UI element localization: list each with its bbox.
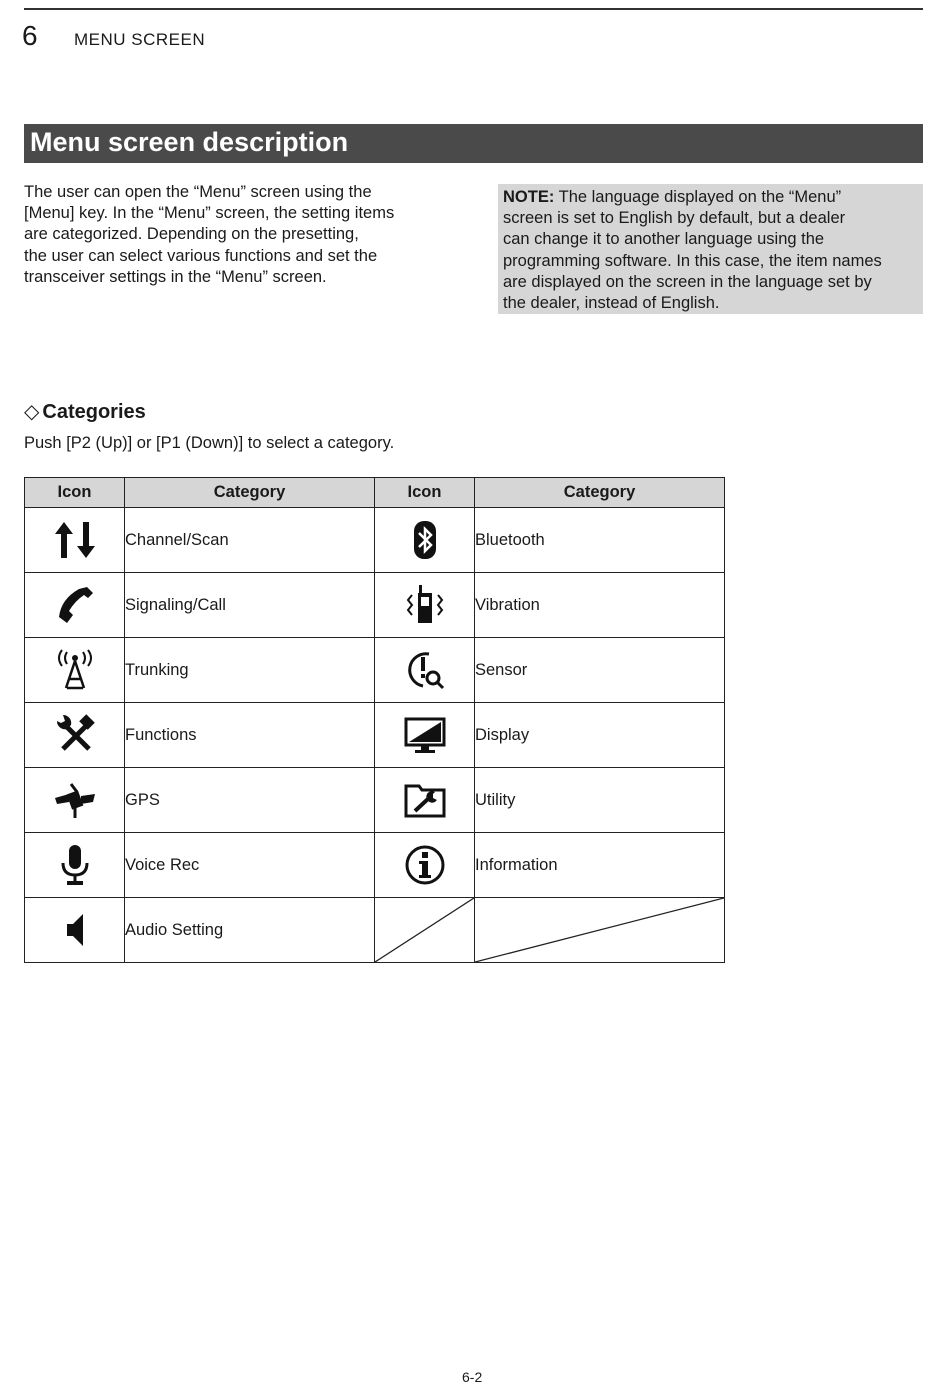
monitor-icon xyxy=(403,713,447,757)
page-number: 6-2 xyxy=(462,1369,483,1385)
categories-heading xyxy=(24,399,146,424)
category-label: Trunking xyxy=(125,638,375,703)
up-down-arrows-icon xyxy=(53,518,97,562)
intro-line: The user can open the “Menu” screen using the xyxy=(24,183,372,201)
icon-cell xyxy=(375,833,475,898)
icon-cell xyxy=(25,508,125,573)
table-row xyxy=(25,898,725,963)
note-line: The language displayed on the “Menu” xyxy=(554,188,842,206)
table-header-row xyxy=(25,478,725,508)
intro-line: the user can select various functions and set the xyxy=(24,246,378,265)
categories-instruction: Push [P2 (Up)] or [P1 (Down)] to select a category. xyxy=(24,434,395,452)
note-line: programming software. In this case, the item names xyxy=(503,251,882,270)
note-line: the dealer, instead of English. xyxy=(503,294,720,313)
column-header-category: Category xyxy=(475,478,725,508)
table-row xyxy=(25,833,725,898)
empty-icon-cell xyxy=(375,898,475,963)
category-label: Utility xyxy=(475,768,725,833)
note-box xyxy=(498,184,923,314)
top-rule xyxy=(24,8,923,10)
icon-cell xyxy=(375,508,475,573)
icon-cell xyxy=(25,898,125,963)
diagonal-strike xyxy=(475,898,724,962)
note-line: screen is set to English by default, but a dealer xyxy=(503,209,846,228)
categories-table xyxy=(24,477,725,963)
chapter-number: 6 xyxy=(22,20,38,51)
section-title: Menu screen description xyxy=(30,127,349,157)
bluetooth-icon xyxy=(403,518,447,562)
column-header-icon: Icon xyxy=(25,478,125,508)
category-label: Audio Setting xyxy=(125,898,375,963)
hammer-wrench-icon xyxy=(53,713,97,757)
chapter-title: MENU SCREEN xyxy=(74,30,206,49)
table-row xyxy=(25,508,725,573)
intro-paragraph xyxy=(24,182,444,288)
category-label: Sensor xyxy=(475,638,725,703)
category-label: Information xyxy=(475,833,725,898)
category-label: Display xyxy=(475,703,725,768)
column-header-category: Category xyxy=(125,478,375,508)
category-label: Bluetooth xyxy=(475,508,725,573)
category-label: Signaling/Call xyxy=(125,573,375,638)
icon-cell xyxy=(25,703,125,768)
note-text xyxy=(503,187,915,314)
empty-category-cell xyxy=(475,898,725,963)
microphone-icon xyxy=(53,843,97,887)
table-row xyxy=(25,638,725,703)
category-label: Vibration xyxy=(475,573,725,638)
column-header-icon: Icon xyxy=(375,478,475,508)
icon-cell xyxy=(25,573,125,638)
info-circle-icon xyxy=(403,843,447,887)
icon-cell xyxy=(375,768,475,833)
antenna-tower-icon xyxy=(53,648,97,692)
note-line: are displayed on the screen in the language set by xyxy=(503,272,872,291)
category-label: Voice Rec xyxy=(125,833,375,898)
intro-line: transceiver settings in the “Menu” screen. xyxy=(24,267,327,286)
category-label: GPS xyxy=(125,768,375,833)
icon-cell xyxy=(375,638,475,703)
icon-cell xyxy=(25,833,125,898)
sensor-alert-icon xyxy=(403,648,447,692)
table-row xyxy=(25,768,725,833)
category-label: Functions xyxy=(125,703,375,768)
diagonal-strike xyxy=(375,898,474,962)
speaker-icon xyxy=(53,908,97,952)
phone-handset-icon xyxy=(53,583,97,627)
icon-cell xyxy=(375,703,475,768)
table-row xyxy=(25,573,725,638)
category-label: Channel/Scan xyxy=(125,508,375,573)
intro-line: [Menu] key. In the “Menu” screen, the setting items xyxy=(24,204,395,223)
icon-cell xyxy=(25,768,125,833)
icon-cell xyxy=(25,638,125,703)
note-label: NOTE: xyxy=(503,188,555,206)
diamond-marker-icon: ◇ xyxy=(24,401,40,423)
note-line: can change it to another language using the xyxy=(503,230,825,249)
intro-line: are categorized. Depending on the presetting, xyxy=(24,225,359,244)
folder-wrench-icon xyxy=(403,778,447,822)
vibrating-phone-icon xyxy=(403,583,447,627)
categories-heading-text: Categories xyxy=(42,401,146,423)
icon-cell xyxy=(375,573,475,638)
satellite-icon xyxy=(53,778,97,822)
section-title-bar xyxy=(24,124,923,163)
table-row xyxy=(25,703,725,768)
